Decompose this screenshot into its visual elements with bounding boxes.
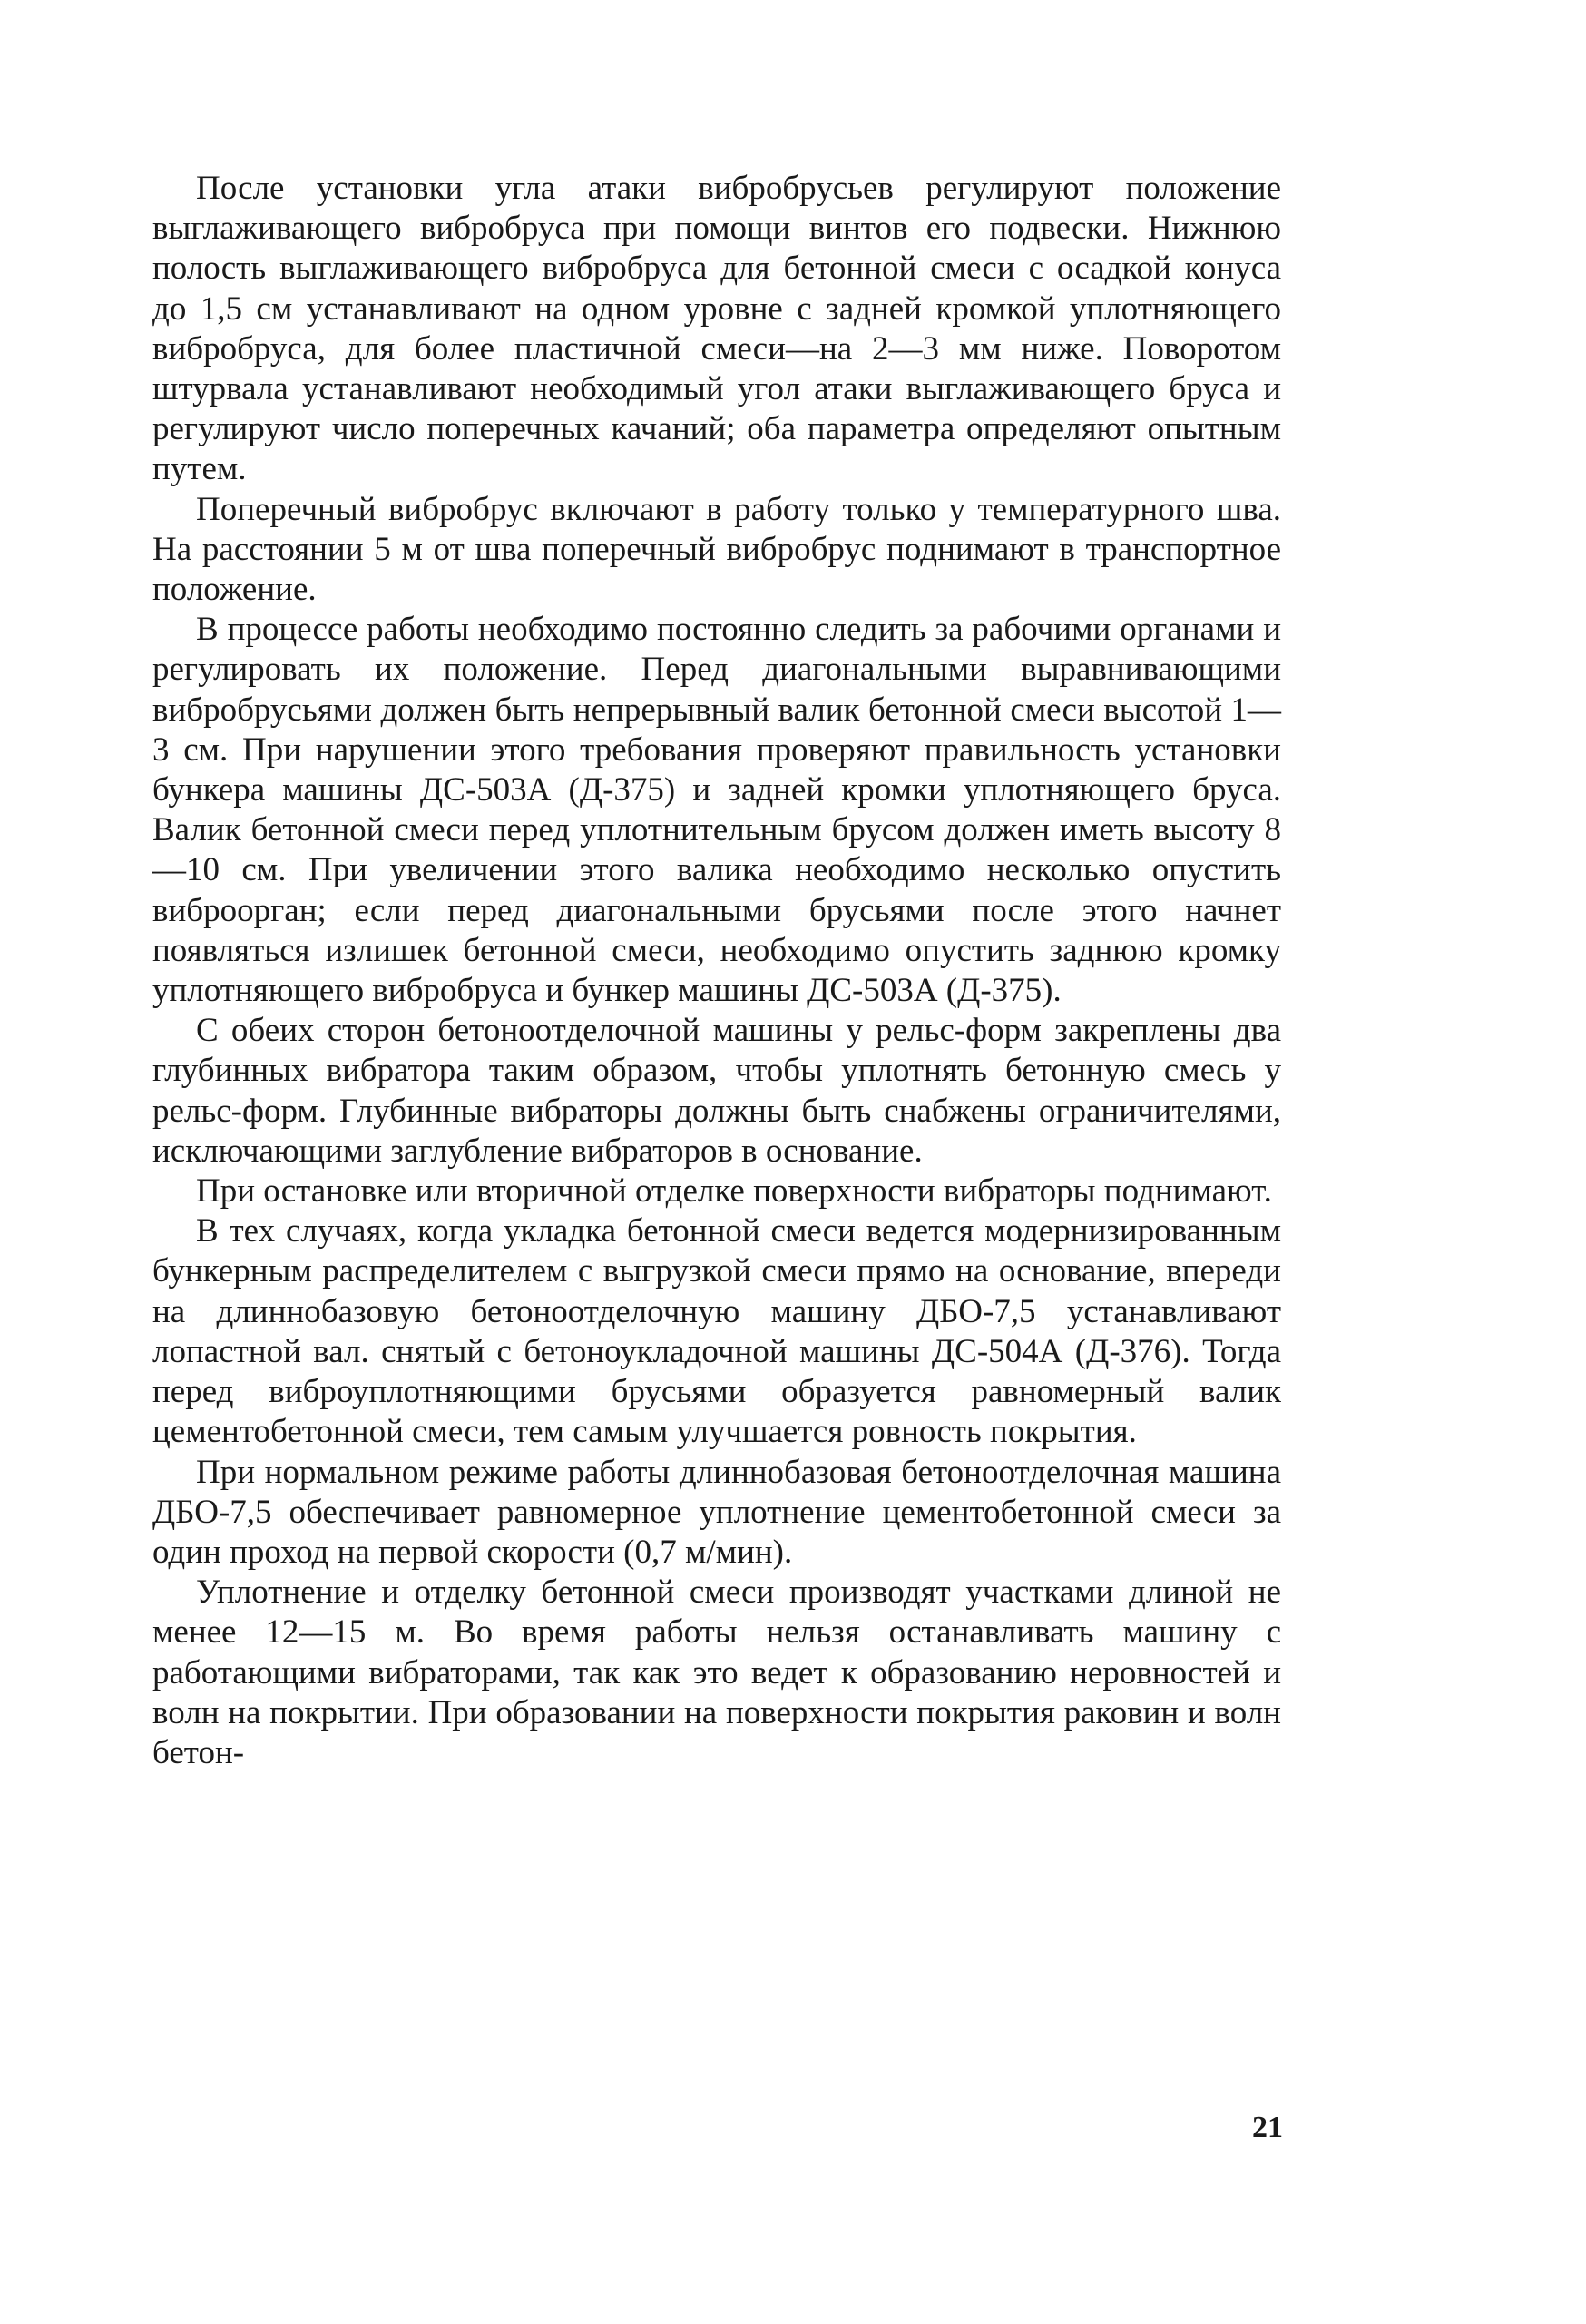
paragraph-4: С обеих сторон бетоноотделочной машины у рельс-форм закреплены два глубинных вибратора таким образом, чтобы уплотнять бетонную смесь у рельс-форм. Глубинные вибраторы должны быть снабжены ограничителями, исключающими заглубление вибраторов в основание. <box>152 1012 1281 1170</box>
body-text <box>152 169 1281 1773</box>
paragraph-7: При нормальном режиме работы длиннобазовая бетоноотделочная машина ДБО-7,5 обеспечивает равномерное уплотнение цементобетонной смеси за один проход на первой скорости (0,7 м/мин). <box>152 1453 1281 1571</box>
paragraph-2: Поперечный вибробрус включают в работу только у температурного шва. На расстоянии 5 м от шва поперечный вибробрус поднимают в транспортное положение. <box>152 490 1281 609</box>
paragraph-3: В процессе работы необходимо постоянно следить за рабочими органами и регулировать их положение. Перед диагональными выравнивающими вибробрусьями должен быть непрерывный валик бетонной смеси высотой 1—3 см. При нарушении этого требования проверяют правильность установки бункера машины ДС-503А (Д-375) и задней кромки уплотняющего бруса. Валик бетонной смеси перед уплотнительным брусом должен иметь высоту 8—10 см. При увеличении этого валика необходимо несколько опустить виброорган; если перед диагональными брусьями после этого начнет появляться излишек бетонной смеси, необходимо опустить заднюю кромку уплотняющего вибробруса и бункер машины ДС-503А (Д-375). <box>152 611 1281 1010</box>
paragraph-5: При остановке или вторичной отделке поверхности вибраторы поднимают. <box>196 1172 1272 1211</box>
paragraph-1: После установки угла атаки вибробрусьев регулируют положение выглаживающего вибробруса при помощи винтов его подвески. Нижнюю полость выглаживающего вибробруса для бетонной смеси с осадкой конуса до 1,5 см устанавливают на одном уровне с задней кромкой уплотняющего вибробруса, для более пластичной смеси—на 2—3 мм ниже. Поворотом штурвала устанавливают необходимый угол атаки выглаживающего бруса и регулируют число поперечных качаний; оба параметра определяют опытным путем. <box>152 170 1281 488</box>
paragraph-6: В тех случаях, когда укладка бетонной смеси ведется модернизированным бункерным распределителем с выгрузкой смеси прямо на основание, впереди на длиннобазовую бетоноотделочную машину ДБО-7,5 устанавливают лопастной вал. снятый с бетоноукладочной машины ДС-504А (Д-376). Тогда перед виброуплотняющими брусьями образуется равномерный валик цементобетонной смеси, тем самым улучшается ровность покрытия. <box>152 1212 1281 1451</box>
page-number: 21 <box>1252 2111 1283 2144</box>
paragraph-8: Уплотнение и отделку бетонной смеси производят участками длиной не менее 12—15 м. Во время работы нельзя останавливать машину с работающими вибраторами, так как это ведет к образованию неровностей и волн на покрытии. При образовании на поверхности покрытия раковин и волн бетон- <box>152 1574 1281 1771</box>
